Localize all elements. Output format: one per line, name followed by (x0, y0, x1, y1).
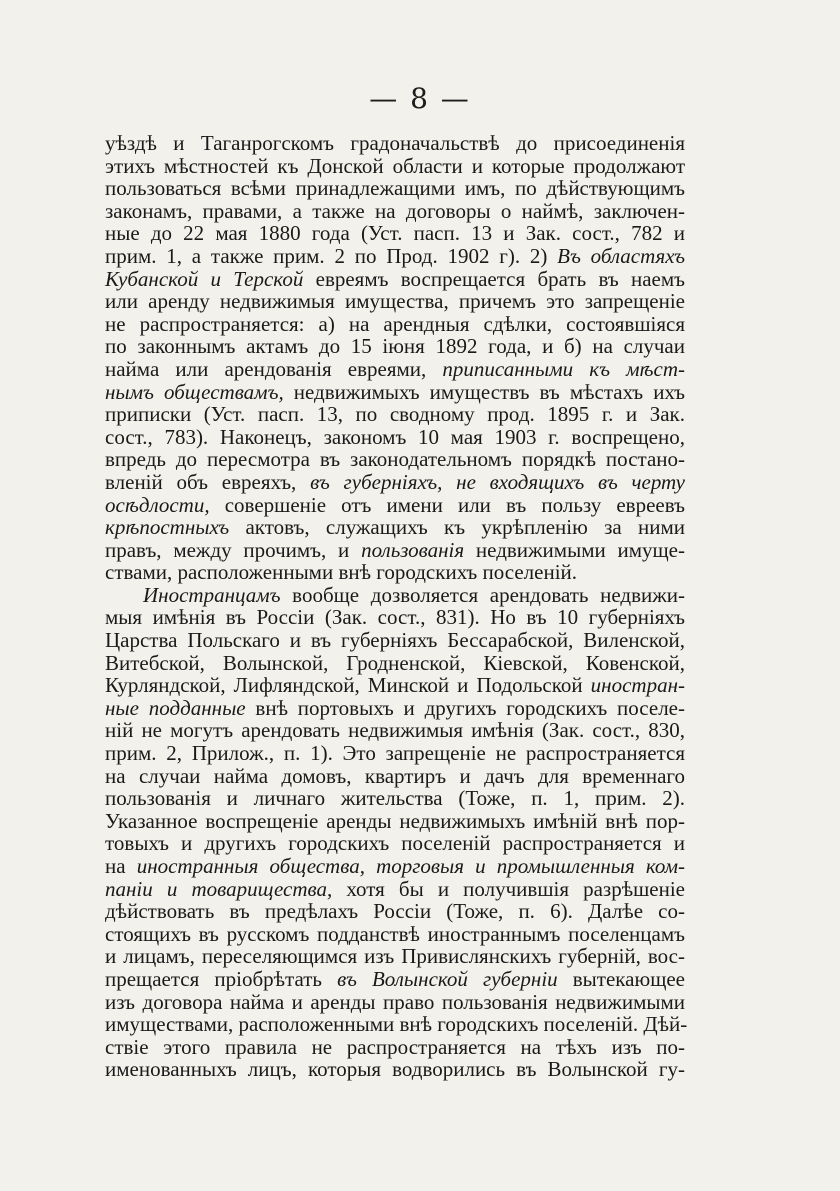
text-line (105, 313, 685, 336)
text-line (105, 561, 685, 584)
text-segment: хотя бы и получившія разрѣшеніе (332, 876, 685, 901)
text-line (105, 945, 685, 968)
text-line (105, 268, 685, 291)
text-line (105, 200, 685, 223)
text-segment: впредь до пересмотра въ законодательномъ порядкѣ постано- (105, 447, 685, 472)
text-segment: прещается пріобрѣтать (105, 966, 338, 991)
text-segment: актовъ, служащихъ къ укрѣпленію за ними (229, 515, 685, 540)
italic-text-segment: осѣдлости, (105, 492, 210, 517)
text-segment: вленій объ евреяхъ, (105, 469, 311, 494)
text-line (105, 652, 685, 675)
text-line (105, 1012, 688, 1037)
text-segment: вообще дозволяется арендовать недвижи- (280, 582, 685, 607)
text-segment: ствами, расположенными внѣ городскихъ поселеній. (105, 560, 578, 585)
italic-text-segment: крѣпостныхъ (105, 515, 230, 540)
italic-text-segment: въ Волынской губерніи (337, 966, 558, 991)
text-line (105, 539, 685, 562)
text-line (105, 900, 685, 923)
italic-text-segment: паніи и товарищества, (105, 876, 333, 901)
italic-text-segment: въ губерніяхъ, не входящихъ въ черту (310, 469, 686, 494)
italic-text-segment: пользованія (361, 537, 465, 562)
text-segment: недвижимыхъ имуществъ въ мѣстахъ ихъ (283, 379, 685, 404)
text-line (105, 742, 685, 765)
text-segment: ные до 22 мая 1880 года (Уст. пасп. 13 и Зак. сост., 782 и (105, 221, 685, 246)
text-line (105, 426, 685, 449)
text-line (105, 629, 685, 652)
text-segment: правъ, между прочимъ, и (105, 537, 362, 562)
text-segment: пользоваться всѣми принадлежащими имъ, по дѣйствующимъ (105, 176, 685, 201)
italic-text-segment: нымъ обществамъ, (105, 379, 284, 404)
text-line (105, 606, 685, 629)
text-segment: Витебской, Волынской, Гродненской, Кіевской, Ковенской, (105, 650, 685, 675)
text-line (105, 719, 685, 742)
text-segment: совершеніе отъ имени или въ пользу евреевъ (209, 492, 685, 517)
text-line (105, 697, 685, 720)
text-line (105, 765, 685, 788)
text-line (105, 1036, 685, 1059)
text-segment: вытекающее (557, 966, 686, 991)
text-segment: по законнымъ актамъ до 15 іюня 1892 года, и б) на случаи (105, 334, 685, 359)
text-line (105, 471, 685, 494)
text-segment: Курляндской, Лифляндской, Минской и Подольской (105, 673, 591, 698)
text-line (105, 878, 685, 901)
text-line (105, 177, 685, 200)
text-line (105, 516, 685, 539)
text-line (105, 855, 685, 878)
text-segment: этихъ мѣстностей къ Донской области и которые продолжают (105, 153, 685, 178)
text-segment: именованныхъ лицъ, которыя водворились въ Волынской гу- (105, 1057, 685, 1082)
text-segment: на (105, 854, 137, 878)
text-segment: сост., 783). Наконецъ, закономъ 10 мая 1903 г. воспрещено, (105, 424, 685, 449)
text-segment: Указанное воспрещеніе аренды недвижимыхъ имѣній внѣ пор- (105, 808, 685, 833)
text-line (105, 155, 685, 178)
page-number: — 8 — (369, 82, 471, 115)
text-segment: ствіе этого правила не распространяется на тѣхъ изъ по- (105, 1034, 685, 1059)
text-line (105, 1058, 685, 1081)
text-segment: стоящихъ въ русскомъ подданствѣ иностраннымъ поселенцамъ (105, 921, 685, 946)
text-line (105, 403, 685, 426)
text-segment: или аренду недвижимыя имущества, причемъ это запрещеніе (105, 289, 685, 314)
text-segment: Царства Польскаго и въ губерніяхъ Бессарабской, Виленской, (105, 628, 685, 653)
text-line (105, 132, 685, 155)
italic-text-segment: Въ областяхъ (557, 243, 685, 268)
text-segment: изъ договора найма и аренды право пользованія недвижимыми (105, 989, 685, 1014)
text-segment: на случаи найма домовъ, квартиръ и дачъ для временнаго (105, 763, 685, 788)
text-segment: приписки (Уст. пасп. 13, по сводному прод. 1895 г. и Зак. (105, 402, 685, 427)
text-line (105, 448, 685, 471)
text-segment: законамъ, правами, а также на договоры о наймѣ, заключен- (105, 198, 685, 223)
text-line (105, 968, 685, 991)
text-segment: не распространяется: а) на арендныя сдѣлки, состоявшіяся (105, 311, 685, 336)
text-segment: пользованія и личнаго жительства (Тоже, п. 1, прим. 2). (105, 786, 685, 811)
text-segment: уѣздѣ и Таганрогскомъ градоначальствѣ до присоединенія (105, 131, 685, 155)
body-text (105, 131, 688, 1082)
text-line (105, 381, 685, 404)
text-line (105, 245, 685, 268)
text-line (105, 335, 685, 358)
italic-text-segment: иностранныя общества, торговыя и промышленныя ком- (136, 854, 685, 878)
text-segment: прим. 2, Прилож., п. 1). Это запрещеніе не распространяется (105, 741, 685, 766)
text-line (105, 810, 685, 833)
italic-text-segment: ные подданные (105, 695, 246, 720)
text-line (105, 494, 685, 517)
text-segment: прим. 1, а также прим. 2 по Прод. 1902 г). 2) (105, 243, 558, 268)
italic-text-segment: Иностранцамъ (143, 582, 281, 607)
text-line (105, 991, 685, 1014)
italic-text-segment: Кубанской и Терской (105, 266, 304, 291)
text-segment: евреямъ воспрещается брать въ наемъ (303, 266, 685, 291)
text-segment: найма или арендованія евреями, (105, 356, 443, 381)
text-segment: товыхъ и другихъ городскихъ поселеній распространяется и (105, 831, 685, 856)
text-line (105, 358, 685, 381)
text-line (105, 290, 685, 313)
text-segment: дѣйствовать въ предѣлахъ Россіи (Тоже, п. 6). Далѣе со- (105, 899, 685, 924)
text-line (105, 222, 685, 245)
text-segment: имуществами, расположенными внѣ городскихъ поселеній. Дѣй- (105, 1012, 688, 1037)
text-line (105, 584, 685, 607)
text-segment: внѣ портовыхъ и другихъ городскихъ поселе- (245, 695, 685, 720)
italic-text-segment: иностран- (590, 673, 685, 698)
text-line (105, 787, 685, 810)
text-line (105, 923, 685, 946)
text-segment: и лицамъ, переселяющимся изъ Привислянскихъ губерній, вос- (105, 944, 685, 969)
text-segment: недвижимыми имуще- (464, 537, 685, 562)
text-line (105, 674, 685, 697)
text-segment: ній не могутъ арендовать недвижимыя имѣнія (Зак. сост., 830, (105, 718, 685, 743)
italic-text-segment: приписанными къ мѣст- (442, 356, 685, 381)
text-line (105, 832, 685, 855)
text-segment: мыя имѣнія въ Россіи (Зак. сост., 831). Но въ 10 губерніяхъ (105, 605, 685, 630)
